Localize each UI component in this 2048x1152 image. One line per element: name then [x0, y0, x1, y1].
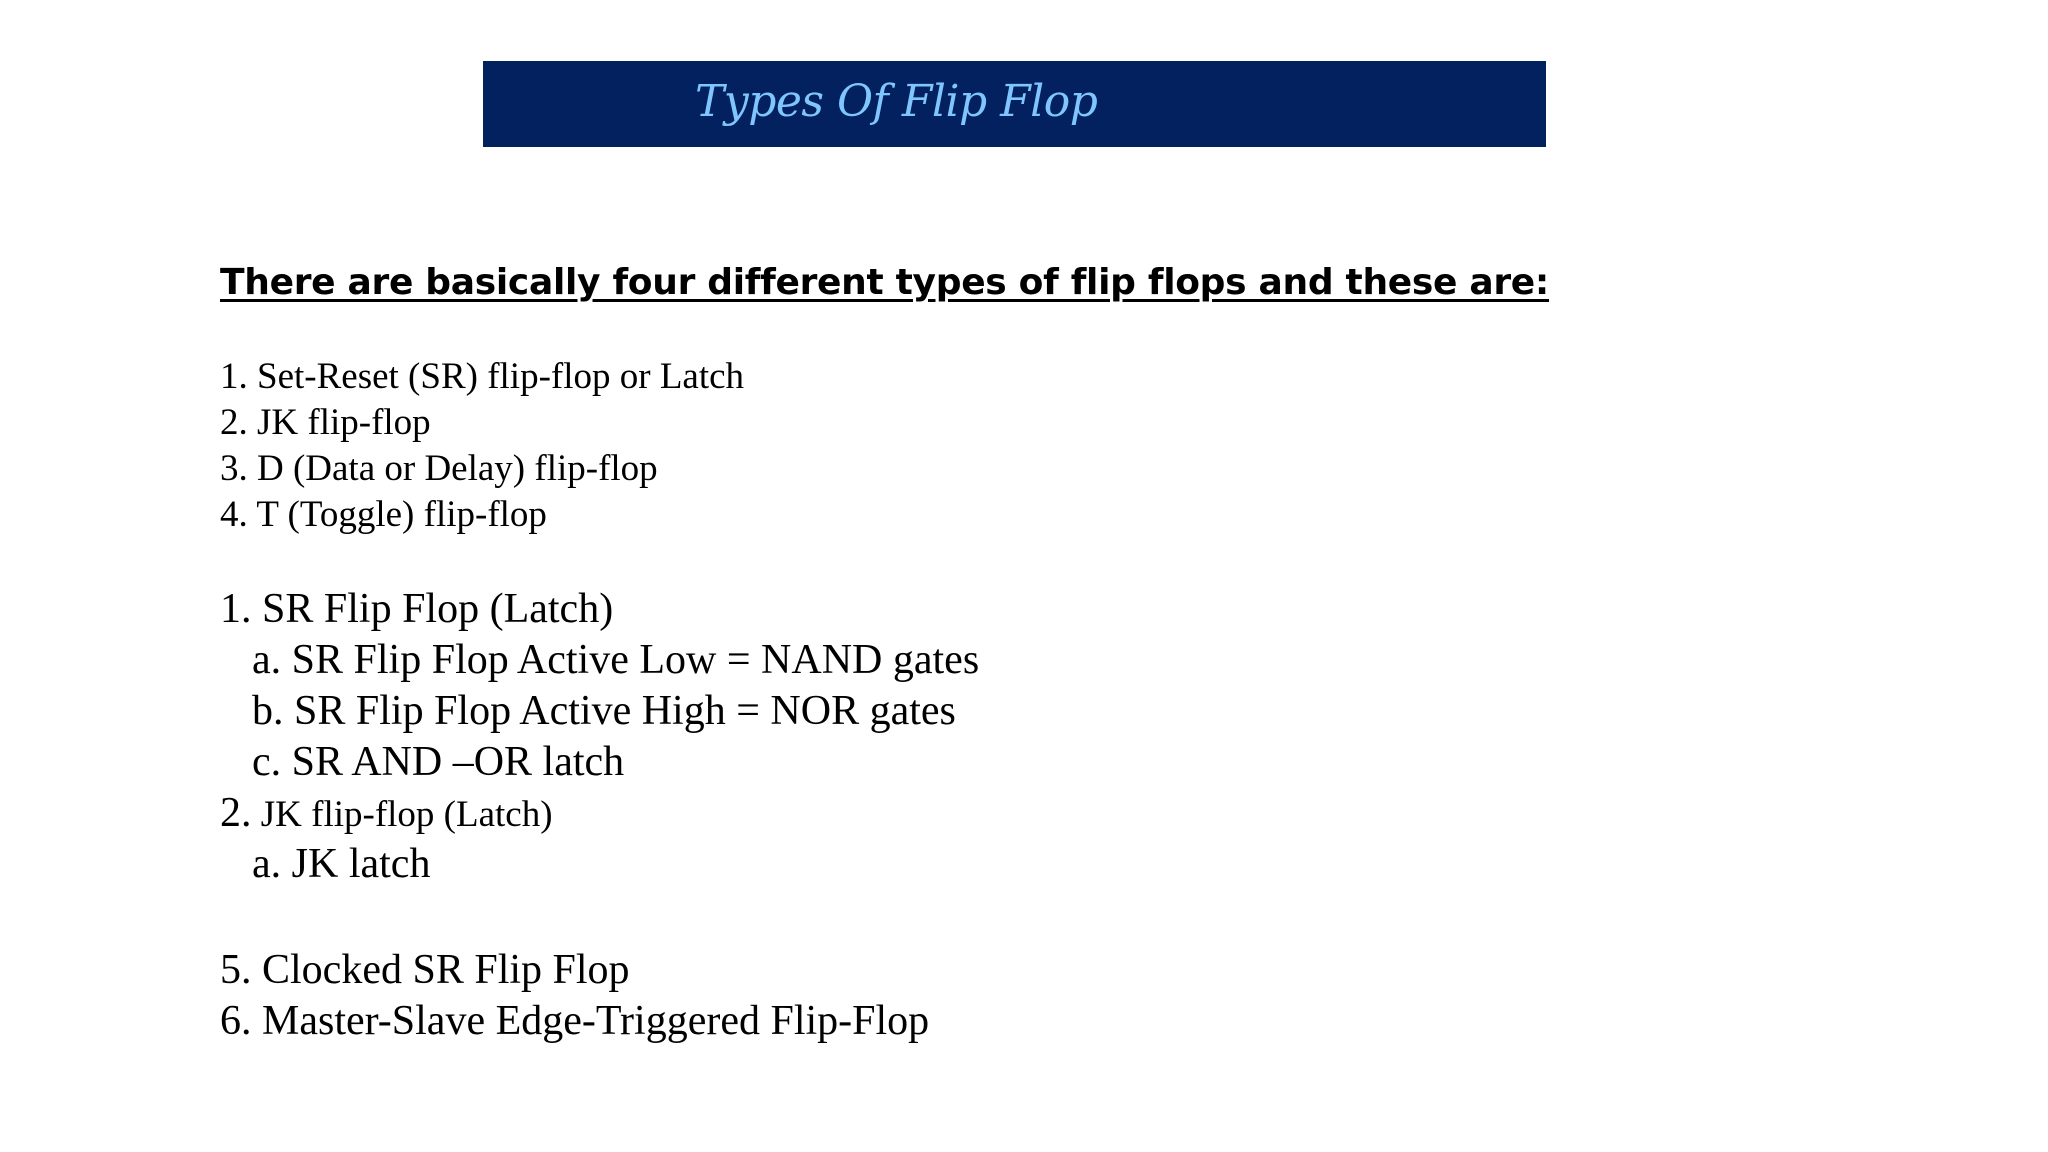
intro-heading: There are basically four different types of flip flops and these are:	[220, 262, 1550, 303]
sr-subitem-c: c. SR AND –OR latch	[252, 739, 625, 785]
list-item: 3. D (Data or Delay) flip-flop	[220, 448, 658, 489]
additional-flip-flops-list	[220, 945, 929, 1047]
sr-subitem-b: b. SR Flip Flop Active High = NOR gates	[252, 688, 956, 734]
slide-title: Types Of Flip Flop	[695, 76, 1098, 127]
list-item: 1. Set-Reset (SR) flip-flop or Latch	[220, 356, 745, 397]
sr-flip-flop-heading: 1. SR Flip Flop (Latch)	[220, 586, 614, 632]
list-item: 2. JK flip-flop	[220, 402, 431, 443]
list-item: 5. Clocked SR Flip Flop	[220, 947, 630, 993]
jk-subitem-a: a. JK latch	[252, 841, 431, 887]
list-item: 6. Master-Slave Edge-Triggered Flip-Flop	[220, 998, 930, 1044]
jk-flip-flop-heading	[220, 788, 979, 839]
jk-heading-text: JK flip-flop (Latch)	[251, 794, 553, 835]
title-banner	[483, 61, 1546, 147]
sr-subitem-a: a. SR Flip Flop Active Low = NAND gates	[252, 637, 980, 683]
list-item: 4. T (Toggle) flip-flop	[220, 494, 547, 535]
flip-flop-detail-list	[220, 584, 979, 890]
jk-number: 2.	[220, 790, 252, 836]
flip-flop-types-list	[220, 354, 744, 538]
